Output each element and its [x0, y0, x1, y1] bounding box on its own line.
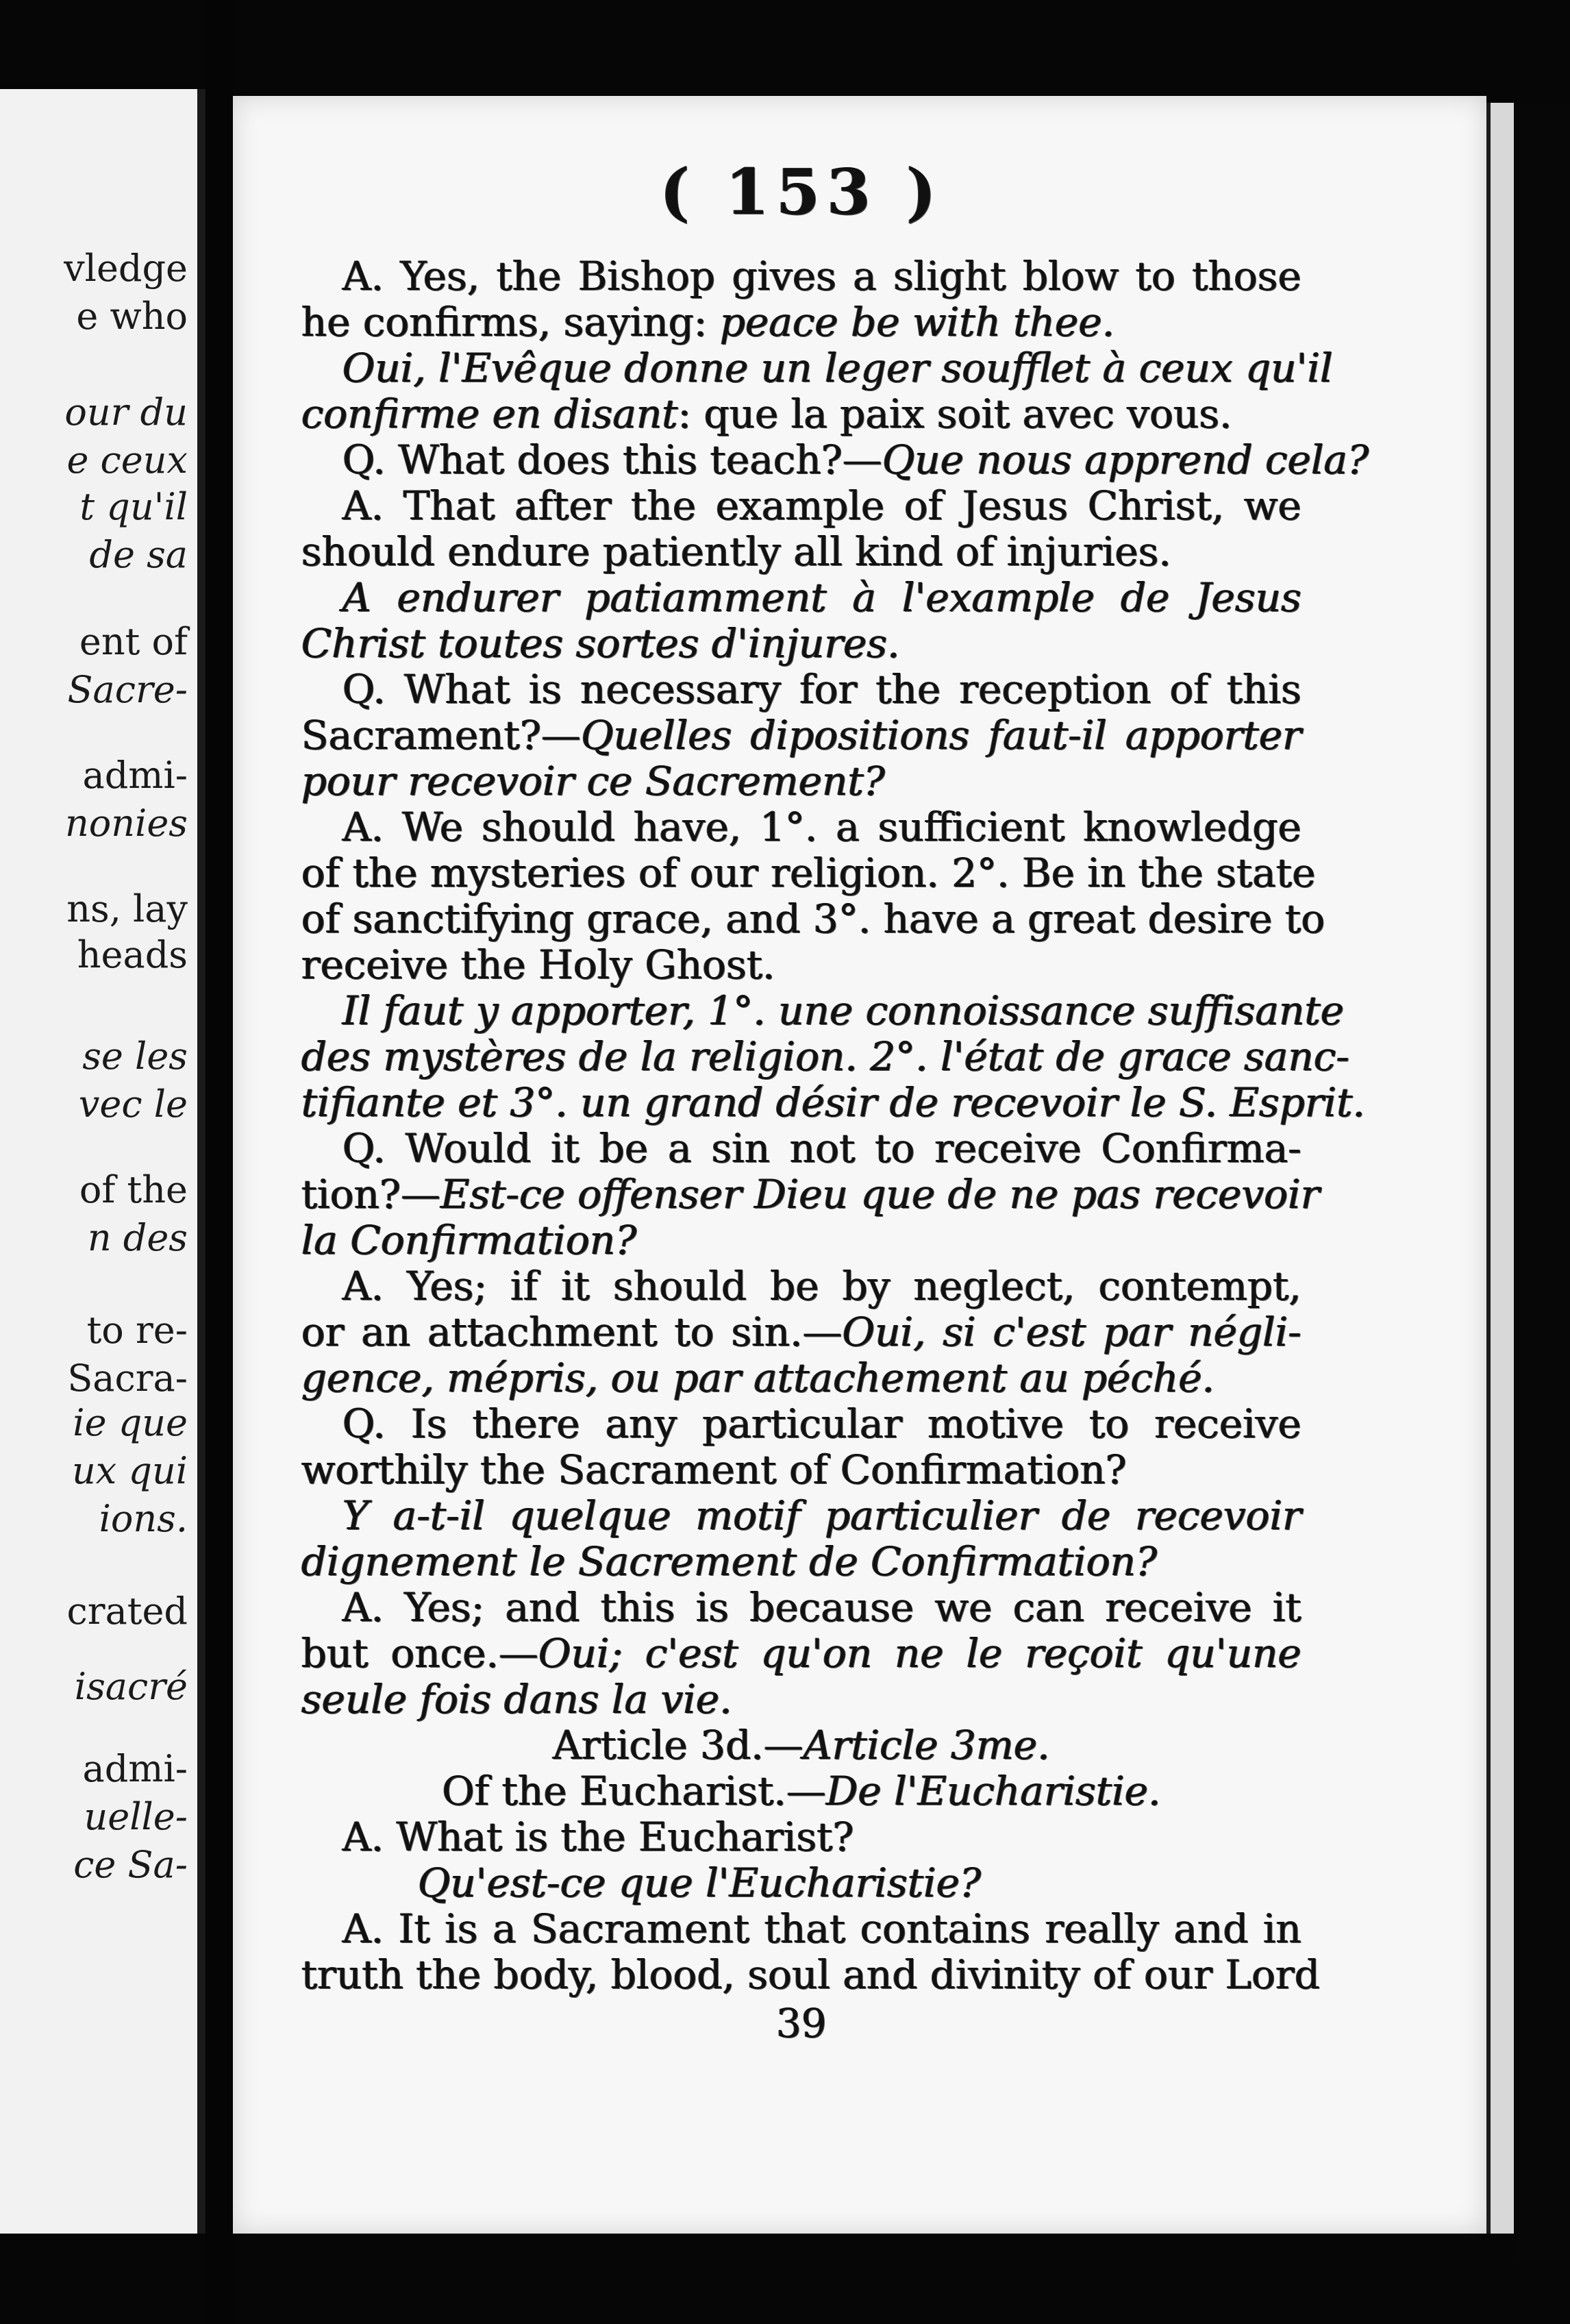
text-line	[301, 1814, 1301, 1860]
text-line	[301, 1401, 1301, 1447]
english-text: tion?—	[301, 1171, 441, 1217]
english-text: receive the Holy Ghost.	[301, 941, 775, 988]
french-text: pour recevoir ce Sacrement?	[301, 758, 885, 804]
text-line	[301, 1768, 1301, 1814]
french-text: Que nous apprend cela?	[882, 436, 1369, 483]
french-text: seule fois dans la vie.	[301, 1676, 732, 1722]
french-text: confirme en disant	[301, 391, 678, 437]
text-line	[301, 1539, 1301, 1585]
left-page-fragment: de sa	[89, 533, 188, 576]
text-line	[301, 299, 1301, 345]
text-line	[301, 621, 1301, 667]
english-text: A. Yes, the Bishop gives a slight blow to those	[342, 253, 1301, 299]
left-page-fragment: ie que	[73, 1401, 188, 1444]
english-text: A. We should have, 1°. a sufficient knowledge	[342, 804, 1301, 850]
french-text: Y a-t-il quelque motif particulier de recevoir	[342, 1492, 1301, 1539]
left-page-fragment: vec le	[78, 1083, 188, 1126]
english-text: A. It is a Sacrament that contains really and in	[342, 1905, 1301, 1952]
left-page-fragment: crated	[66, 1590, 188, 1633]
english-text: Q. What does this teach?—	[342, 436, 882, 483]
text-line	[301, 667, 1301, 713]
text-line	[301, 575, 1301, 621]
left-page-fragment: to re-	[86, 1309, 188, 1352]
left-page-fragment: vledge	[64, 247, 188, 290]
text-line	[301, 850, 1316, 896]
facing-page-left	[0, 89, 205, 2234]
french-text: Oui, si c'est par négli-	[842, 1309, 1301, 1355]
french-text: des mystères de la religion. 2°. l'état de grace sanc-	[301, 1033, 1350, 1080]
english-text: but once.—	[301, 1630, 539, 1677]
left-page-fragment: admi-	[82, 1747, 188, 1790]
printer-signature: 39	[776, 2000, 827, 2047]
book-edge-shadow	[1514, 103, 1570, 2261]
text-line	[301, 254, 1301, 299]
text-line	[301, 1355, 1301, 1401]
english-text: A. What is the Eucharist?	[342, 1814, 854, 1860]
text-line	[301, 436, 1369, 483]
text-line	[301, 1309, 1301, 1355]
left-page-fragment: our du	[64, 391, 188, 434]
left-page-fragment: ux qui	[71, 1449, 188, 1492]
french-text: peace be with thee.	[720, 299, 1115, 345]
text-line	[301, 758, 1301, 804]
left-page-fragment: e ceux	[66, 438, 188, 482]
left-page-fragment: heads	[77, 933, 188, 976]
text-line	[301, 987, 1345, 1034]
left-page-fragment: ce Sa-	[73, 1843, 188, 1886]
text-line	[301, 1493, 1301, 1539]
text-line	[301, 345, 1333, 391]
english-text: Sacrament?—	[301, 712, 582, 758]
english-text: he confirms, saying:	[301, 299, 721, 345]
text-line	[301, 1263, 1301, 1309]
french-text: Article 3me.	[803, 1722, 1050, 1768]
french-text: Qu'est-ce que l'Eucharistie?	[418, 1859, 982, 1906]
french-text: Quelles dipositions faut-il apporter	[581, 712, 1301, 758]
left-page-fragment: n des	[87, 1216, 188, 1259]
text-line	[301, 1631, 1301, 1677]
left-page-fragment: ns, lay	[66, 887, 188, 930]
left-page-fragment: ent of	[79, 620, 188, 663]
english-text: A. Yes; and this is because we can receive it	[342, 1584, 1301, 1631]
french-text: A endurer patiamment à l'example de Jesus	[342, 574, 1301, 621]
english-text: : que la paix soit avec vous.	[677, 391, 1232, 437]
text-line	[301, 804, 1301, 850]
english-text: of sanctifying grace, and 3°. have a great desire to	[301, 895, 1325, 942]
english-text: Q. Is there any particular motive to receive	[342, 1400, 1301, 1447]
text-line	[301, 1126, 1301, 1172]
text-line	[301, 1447, 1301, 1493]
left-page-fragment: of the	[79, 1168, 188, 1211]
left-page-fragment: ions.	[99, 1497, 188, 1540]
french-text: Oui, l'Evêque donne un leger soufflet à ceux qu'il	[342, 345, 1333, 391]
french-text: dignement le Sacrement de Confirmation?	[301, 1538, 1158, 1585]
english-text: Q. What is necessary for the reception of this	[342, 666, 1301, 713]
page-header: ( 153 )	[660, 155, 943, 229]
english-text: or an attachment to sin.—	[301, 1309, 843, 1355]
text-line	[301, 1951, 1321, 1998]
text-line	[301, 895, 1325, 942]
catechism-text	[301, 253, 1369, 1998]
left-page-fragment: e who	[76, 295, 188, 338]
french-text: tifiante et 3°. un grand désir de recevoir le S. Esprit.	[301, 1079, 1366, 1126]
text-line	[301, 391, 1301, 437]
text-line	[301, 1033, 1350, 1080]
english-text: A. Yes; if it should be by neglect, contempt,	[342, 1263, 1301, 1309]
left-page-fragment: Sacra-	[67, 1357, 188, 1400]
text-line	[301, 713, 1301, 758]
french-text: Oui; c'est qu'on ne le reçoit qu'une	[538, 1630, 1302, 1677]
english-text: of the mysteries of our religion. 2°. Be in the state	[301, 850, 1316, 896]
text-line	[301, 1677, 1301, 1722]
left-page-fragment: admi-	[82, 754, 188, 797]
text-line	[301, 1722, 1301, 1768]
english-text: Q. Would it be a sin not to receive Confirma-	[342, 1125, 1301, 1172]
english-text: truth the body, blood, soul and divinity of our Lord	[301, 1951, 1321, 1998]
left-page-fragment: t qu'il	[79, 485, 188, 528]
text-line	[301, 942, 1301, 988]
text-line	[301, 483, 1301, 529]
left-page-fragment: uelle-	[84, 1795, 188, 1838]
french-text: Christ toutes sortes d'injures.	[301, 620, 900, 667]
french-text: Il faut y apporter, 1°. une connoissance suffisante	[342, 987, 1345, 1034]
text-line	[301, 1585, 1301, 1631]
text-line	[301, 1171, 1320, 1217]
french-text: Est-ce offenser Dieu que de ne pas recevoir	[440, 1171, 1320, 1217]
french-text: De l'Eucharistie.	[826, 1768, 1161, 1814]
page-text-block	[301, 155, 1369, 2047]
text-line	[301, 1860, 1301, 1906]
english-text: Of the Eucharist.—	[442, 1768, 827, 1814]
english-text: worthily the Sacrament of Confirmation?	[301, 1446, 1127, 1493]
book-gutter	[205, 0, 233, 2324]
text-line	[301, 1906, 1301, 1952]
french-text: la Confirmation?	[301, 1217, 637, 1263]
english-text: Article 3d.—	[553, 1722, 803, 1768]
left-page-fragment: isacré	[74, 1665, 188, 1708]
text-line	[301, 529, 1301, 575]
left-page-fragment: se les	[82, 1035, 188, 1078]
left-page-fragment: nonies	[64, 802, 188, 845]
english-text: should endure patiently all kind of injuries.	[301, 528, 1172, 575]
text-line	[301, 1217, 1301, 1263]
text-line	[301, 1079, 1366, 1126]
english-text: A. That after the example of Jesus Christ, we	[342, 482, 1301, 529]
left-page-fragment: Sacre-	[67, 668, 188, 711]
french-text: gence, mépris, ou par attachement au péché.	[301, 1355, 1215, 1401]
